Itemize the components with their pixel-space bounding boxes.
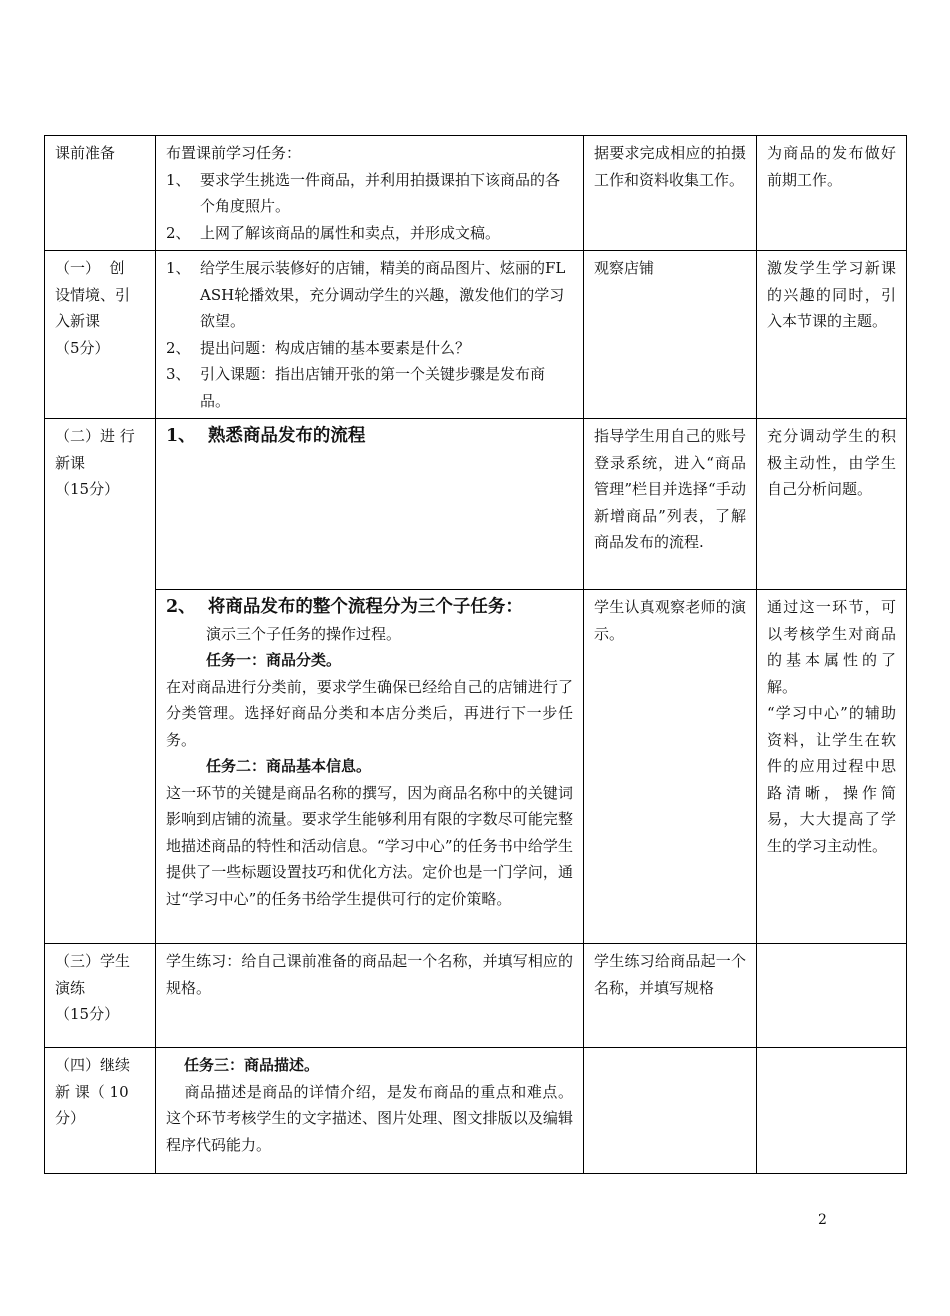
purpose-cell: 激发学生学习新课的兴趣的同时，引入本节课的主题。: [757, 251, 907, 419]
table-row: [45, 251, 907, 419]
student-activity-cell: 观察店铺: [584, 251, 757, 419]
stage-cell: （二）进 行 新课 （15分）: [45, 419, 156, 944]
table-row: [45, 944, 907, 1048]
section-heading: 2、 将商品发布的整个流程分为三个子任务：: [166, 597, 523, 617]
purpose-cell: 为商品的发布做好前期工作。: [757, 136, 907, 251]
list-item: 1、 要求学生挑选一件商品，并利用拍摄课拍下该商品的各个角度照片。: [166, 170, 561, 215]
table-row: [45, 1048, 907, 1174]
student-activity-cell: 据要求完成相应的拍摄工作和资料收集工作。: [584, 136, 757, 251]
content-cell: [156, 590, 584, 944]
task1-title: 任务一：商品分类。: [206, 651, 342, 669]
task1-text: 在对商品进行分类前，要求学生确保已经给自己的店铺进行了分类管理。选择好商品分类和本店分类后，再进行下一步任务。: [166, 677, 573, 749]
stage-cell: 课前准备: [45, 136, 156, 251]
purpose-cell: 充分调动学生的积极主动性，由学生自己分析问题。: [757, 419, 907, 590]
content-cell: 学生练习：给自己课前准备的商品起一个名称，并填写相应的规格。: [156, 944, 584, 1048]
student-activity-cell: 学生认真观察老师的演示。: [584, 590, 757, 944]
table-row: [45, 136, 907, 251]
content-title: 布置课前学习任务：: [166, 144, 302, 162]
lesson-plan-table: [44, 135, 907, 1174]
purpose-cell: [757, 944, 907, 1048]
student-activity-cell: 指导学生用自己的账号登录系统，进入“商品管理”栏目并选择“手动新增商品”列表，了解商品发布的流程.: [584, 419, 757, 590]
content-cell: [156, 251, 584, 419]
list-item: 2、 上网了解该商品的属性和卖点，并形成文稿。: [166, 223, 501, 242]
stage-cell: （一） 创 设情境、引 入新课 （5分）: [45, 251, 156, 419]
list-item: 3、 引入课题：指出店铺开张的第一个关键步骤是发布商品。: [166, 365, 546, 410]
student-activity-cell: 学生练习给商品起一个名称，并填写规格: [584, 944, 757, 1048]
stage-cell: （四）继续 新 课（ 10 分）: [45, 1048, 156, 1174]
task2-text: 这一环节的关键是商品名称的撰写，因为商品名称中的关键词影响到店铺的流量。要求学生能够利用有限的字数尽可能完整地描述商品的特性和活动信息。“学习中心”的任务书中给学生提供了一些标题设置技巧和优化方法。定价也是一门学问，通过“学习中心”的任务书给学生提供可行的定价策略。: [166, 783, 573, 908]
page-number: 2: [818, 1212, 827, 1228]
content-cell: [156, 419, 584, 590]
purpose-cell: 通过这一环节，可以考核学生对商品的基本属性的了解。 “学习中心”的辅助资料，让学生在软件的应用过程中思路清晰，操作简易，大大提高了学生的学习主动性。: [757, 590, 907, 944]
table-row: [45, 590, 907, 944]
task3-title: 任务三：商品描述。: [184, 1056, 320, 1074]
purpose-cell: [757, 1048, 907, 1174]
table-row: [45, 419, 907, 590]
section-heading: 1、 熟悉商品发布的流程: [166, 426, 366, 446]
stage-cell: （三）学生 演练 （15分）: [45, 944, 156, 1048]
content-cell: [156, 1048, 584, 1174]
list-item: 1、 给学生展示装修好的店铺，精美的商品图片、炫丽的FLASH轮播效果，充分调动学生的兴趣，激发他们的学习欲望。: [166, 259, 566, 330]
list-item: 2、 提出问题：构成店铺的基本要素是什么？: [166, 338, 471, 357]
task3-text: 商品描述是商品的详情介绍，是发布商品的重点和难点。这个环节考核学生的文字描述、图片处理、图文排版以及编辑程序代码能力。: [166, 1082, 573, 1154]
intro-text: 演示三个子任务的操作过程。: [206, 624, 402, 643]
task2-title: 任务二：商品基本信息。: [206, 757, 372, 775]
student-activity-cell: [584, 1048, 757, 1174]
content-cell: [156, 136, 584, 251]
